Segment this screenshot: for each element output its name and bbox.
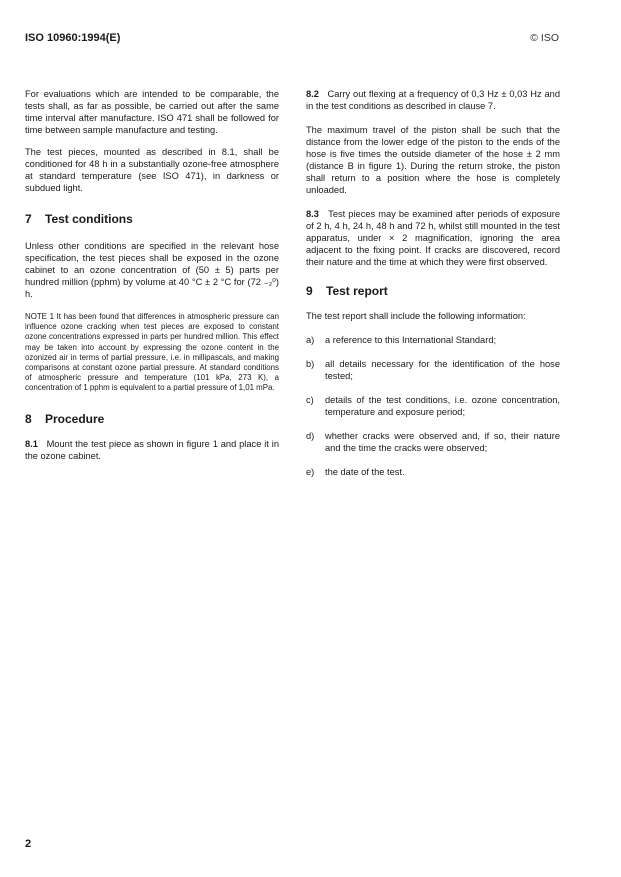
- left-column: [25, 88, 279, 462]
- section-8-title: Procedure: [45, 411, 105, 426]
- subclause-8-2-number: 8.2: [306, 89, 319, 99]
- subclause-8-3-text: Test pieces may be examined after periods of exposure of 2 h, 4 h, 24 h, 48 h and 72 h, whilst still mounted in the test apparatus, under × 2 magnification, ignoring the area adjacent to the fixing point. If cracks are discovered, record their nature and the time at which they were first observed.: [306, 209, 560, 267]
- subclause-8-1-text: Mount the test piece as shown in figure 1 and place it in the ozone cabinet.: [25, 438, 279, 461]
- copyright-notice: © ISO: [530, 32, 559, 44]
- list-item: [306, 466, 560, 478]
- section-7-number: 7: [25, 212, 32, 226]
- subclause-8-1-number: 8.1: [25, 438, 38, 449]
- list-item: [306, 430, 560, 454]
- subclause-8-1: [25, 438, 279, 462]
- section-9-title: Test report: [326, 284, 388, 298]
- right-column: [306, 88, 560, 490]
- section-7-heading: [25, 212, 279, 226]
- subclause-8-2-text: Carry out flexing at a frequency of 0,3 Hz ± 0,03 Hz and in the test conditions as described in clause 7.: [306, 89, 561, 111]
- list-item: [306, 334, 560, 346]
- section-8-number: 8: [25, 411, 32, 426]
- note-1: NOTE 1 It has been found that differences in atmospheric pressure can influence ozone cracking when test pieces are exposed to constant ozone concentrations expressed in parts per hundred million. This effect may be taken into account by expressing the ozone content in the ozonized air in terms of partial pressure, i.e. in millipascals, and making comparisons at constant ozone partial pressure. At standard conditions of atmospheric pressure and temperature (101 kPa, 273 K), a concentration of 1 pphm is equivalent to a partial pressure of 1,01 mPa.: [25, 312, 279, 393]
- list-item-letter: e): [306, 467, 315, 477]
- list-item-text: details of the test conditions, i.e. ozone concentration, temperature and exposure period;: [325, 395, 560, 417]
- list-item-letter: b): [306, 359, 315, 369]
- test-report-list: [306, 334, 560, 478]
- list-item-text: all details necessary for the identification of the hose tested;: [325, 359, 560, 381]
- section-7-paragraph: Unless other conditions are specified in the relevant hose specification, the test pieces shall be exposed in the ozone cabinet to an ozone concentration of (50 ± 5) parts per hundred million (pphm) by volume at 40 °C ± 2 °C for (72 ₋₂⁰) h.: [25, 241, 279, 299]
- document-id: ISO 10960:1994(E): [25, 32, 121, 44]
- section-9-heading: [306, 284, 560, 298]
- paragraph-conditioning: The test pieces, mounted as described in 8.1, shall be conditioned for 48 h in a substantially ozone-free atmosphere at standard temperature (see ISO 471), in darkness or subdued light.: [25, 147, 279, 193]
- section-9-intro: The test report shall include the following information:: [306, 311, 526, 321]
- subclause-8-2: [306, 88, 560, 112]
- list-item-text: a reference to this International Standard;: [325, 335, 497, 345]
- subclause-8-3: [306, 208, 560, 268]
- paragraph-intro: For evaluations which are intended to be comparable, the tests shall, as far as possible, be carried out after the same time interval after manufacture. ISO 471 shall be followed for time between sample manufacture and testing.: [25, 89, 279, 135]
- section-7-title: Test conditions: [45, 212, 133, 226]
- page-header: [25, 32, 559, 48]
- subclause-8-3-number: 8.3: [306, 209, 319, 219]
- list-item: [306, 358, 560, 382]
- list-item-letter: a): [306, 335, 315, 345]
- paragraph-piston-travel: The maximum travel of the piston shall be such that the distance from the lower edge of the piston to the ends of the hose is five times the outside diameter of the hose ± 2 mm (distance B in figure 1). During the return stroke, the piston shall return to a position where the hose is completely unloaded.: [306, 125, 560, 195]
- list-item-letter: d): [306, 431, 315, 441]
- section-8-heading: [25, 412, 279, 426]
- list-item-letter: c): [306, 395, 314, 405]
- list-item: [306, 394, 560, 418]
- page-number: 2: [25, 838, 32, 850]
- list-item-text: whether cracks were observed and, if so, their nature and the time the cracks were observed;: [325, 431, 560, 453]
- list-item-text: the date of the test.: [325, 467, 405, 477]
- section-9-number: 9: [306, 284, 313, 298]
